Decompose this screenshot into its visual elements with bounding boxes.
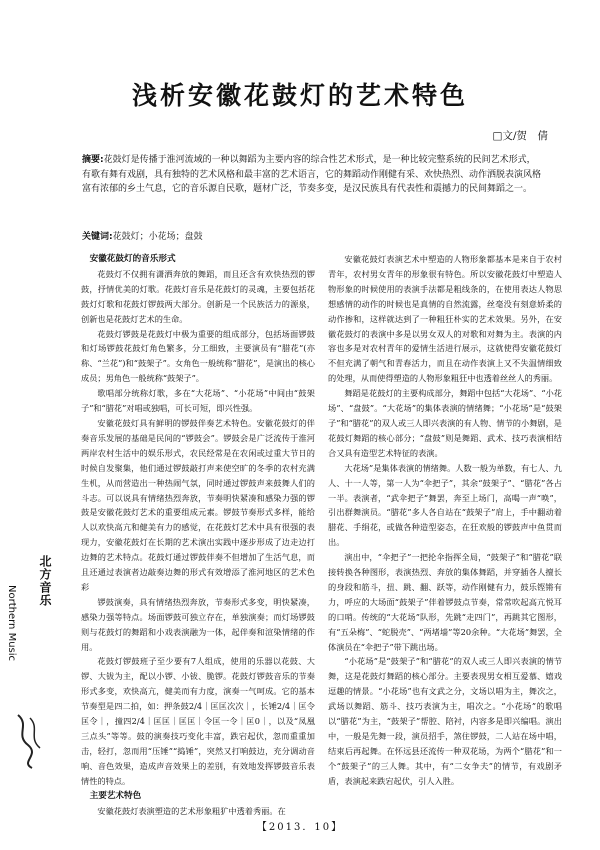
page-footer: 【2013．10】 bbox=[256, 822, 344, 833]
abstract bbox=[82, 153, 544, 197]
paragraph: “小花场”是“鼓架子”和“腊花”的双人或三人即兴表演的情节舞，这是花鼓灯舞蹈的核心部分。主要表现男女相互爱慕、嬉戏逗趣的情景。“小花场”也有文武之分，文场以唱为主，舞次之，武场以舞蹈、筋斗、技巧表演为主，唱次之。“小花场”的歌唱以“腊花”为主，“鼓架子”帮腔、陪衬，内容多是即兴编唱。演出中，一般是先舞一段，演员招手，煞住锣鼓，二人站在场中唱，结束后再起舞。在怀远县还流传一种双花场，为两个“腊花”和一个“鼓架子”的三人舞。其中，有“二女争夫”的情节，有戏剧矛盾，表演起来跌宕起伏，引人入胜。 bbox=[328, 656, 562, 786]
music-ornament-icon bbox=[10, 710, 50, 770]
article-title: 浅析安徽花鼓灯的艺术特色 bbox=[131, 81, 468, 110]
keywords-label: 关键词: bbox=[82, 232, 113, 242]
author-line: □文/贺 倩 bbox=[492, 130, 548, 142]
keywords bbox=[82, 229, 542, 242]
paragraph: 舞蹈是花鼓灯的主要构成部分，舞蹈中包括“大花场”、“小花场”、“盘鼓”。“大花场”的集体表演的情绪舞；“小花场”是“鼓架子”和“腊花”的双人或三人即兴表演的有人物、情节的小舞剧，是花鼓灯舞蹈的核心部分；“盘鼓”则是舞蹈、武术、技巧表演相结合又具有造型艺术特征的表演。 bbox=[328, 388, 562, 458]
paragraph: 演出中，“伞把子”一把抡伞指挥全局，“鼓架子”和“腊花”联接转换各种图形，表演热烈、奔放的集体舞蹈，并穿插各人擅长的身段和筋斗，扭、跳、翻、跃等，动作刚健有力，鼓乐铿锵有力，呼应的大场面“鼓架子”伴着锣鼓点节奏，常常吹起高亢悦耳的口哨。传统的“大花场”队形，先跳“走四门”，再跳其它图形，有“五朵梅”、“蛇脱壳”、“两堵墙”等20余种。“大花场”舞罢，全体演员在“伞把子”带下跳出场。 bbox=[328, 552, 562, 652]
paragraph: 花鼓灯不仅拥有潇洒奔放的舞蹈，而且还含有欢快热烈的锣鼓，抒情优美的灯歌。花鼓灯音乐是花鼓灯的灵魂，主要包括花鼓灯灯歌和花鼓灯锣鼓两大部分。创新是一个民族活力的源泉，创新也是花鼓灯艺术的生命。 bbox=[81, 268, 315, 324]
right-column bbox=[328, 252, 562, 789]
section-heading: 主要艺术特色 bbox=[89, 790, 142, 801]
sidebar-subtitle: Northern Music bbox=[6, 585, 17, 662]
paragraph: 安徽花鼓灯表演塑造的艺术形象粗犷中透着秀丽。在 bbox=[97, 805, 286, 816]
paragraph: 安徽花鼓灯具有鲜明的锣鼓伴奏艺术特色。安徽花鼓灯的伴奏音乐发展的基础是民间的“锣鼓会”。锣鼓会是广泛流传于淮河两岸农村生活中的娱乐形式，农民经常是在农闲或过重大节日的时候自发聚集，他们通过锣鼓敲打声来使空旷的冬季的农村充满生机，从而营造出一种热闹气氛，同时通过锣鼓声来鼓舞人们的斗志。可以说具有情绪热烈奔放，节奏明快紧凑和感染力强的锣鼓是安徽花鼓灯艺术的重要组成元素。锣鼓节奏形式多样，能给人以欢快高亢和健美有力的感觉，在花鼓灯艺术中具有很强的表现力，安徽花鼓灯在长期的艺术演出实践中逐步形成了边走边打边舞的艺术特点。花鼓灯通过锣鼓伴奏不但增加了生活气息，而且还通过表演者边敲奏边舞的形式有效增添了淮河地区的艺术色彩 bbox=[81, 417, 315, 592]
paragraph: 锣鼓演奏，具有情绪热烈奔放，节奏形式多变，明快紧凑，感染力强等特点。场面锣鼓可独立存在，单独演奏；而灯场锣鼓则与花鼓灯的舞蹈和小戏表演融为一体，起伴奏和渲染情绪的作用。 bbox=[81, 596, 315, 652]
paragraph: 花鼓灯锣鼓班子至少要有7人组成，使用的乐器以花鼓、大锣、大钹为主，配以小锣、小钹、脆锣。花鼓灯锣鼓音乐的节奏形式多变，欢快高亢，健美而有力度，演奏一气呵成。它的基本节奏型是四二拍，如：押条鼓2/4｜匡匡次次｜，长锤2/4｜匡令匡令｜，撞四2/4｜匡匡｜匡匡｜令匡一令｜匡0｜，以及“凤凰三点头”等等。鼓的演奏技巧变化丰富，跌宕起伏，忽而重重加击，轻打，忽而用“压锤”“捣锤”，突然又打响鼓边，充分调动音响、音色效果，造成声音效果上的差别，有效地发挥锣鼓音乐表情性的特点。 bbox=[81, 656, 315, 786]
keywords-text: 花鼓灯；小花场；盘鼓 bbox=[112, 232, 203, 242]
section-heading: 安徽花鼓灯的音乐形式 bbox=[89, 254, 176, 264]
paragraph: 歌唱部分统称灯歌，多在“大花场”、“小花场”中间由“鼓架子”和“腊花”对唱或独唱，可长可短，即兴性强。 bbox=[81, 388, 315, 414]
abstract-text: 花鼓灯是传播于淮河流域的一种以舞蹈为主要内容的综合性艺术形式，是一种比较完整系统的民间艺术形式，有歌有舞有戏剧，具有独特的艺术风格和最丰富的艺术语言，它的舞蹈动作刚健有采、欢快热烈、动作洒脱表演风格富有浓郁的乡土气息，它的音乐源自民歌，题材广泛，节奏多变，是汉民族具有代表性和震撼力的民间舞蹈之一。 bbox=[82, 155, 542, 195]
paragraph: 大花场”是集体表演的情绪舞。人数一般为单数，有七人、九人、十一人等，第一人为“伞把子”，其余“鼓架子”、“腊花”各占一半。表演者，“武伞把子”舞罢，奔至上场门，高喝一声“唤”，引出群舞演员。“腊花”多人各自站在“鼓架子”肩上，手中翻动着腊花、手绢花，或做各种造型姿态，在狂欢般的锣鼓声中鱼贯而出。 bbox=[328, 462, 562, 548]
sidebar-title: 北方音乐 bbox=[38, 555, 52, 607]
paragraph: 花鼓灯锣鼓是花鼓灯中极为重要的组成部分，包括场面锣鼓和灯场锣鼓花鼓灯角色繁多，分工细致，主要演员有“腊花”(亦称、“兰花”)和“鼓架子”。女角色一般统称“腊花”，是演出的核心成员；男角色一般统称“鼓架子”。 bbox=[81, 328, 315, 384]
abstract-label: 摘要: bbox=[82, 155, 104, 165]
paragraph: 安徽花鼓灯表演艺术中塑造的人物形象都基本是来自于农村青年，农村男女青年的形象很有特色。所以安徽花鼓灯中塑造人物形象的时候使用的表演手法都是粗线条的，在使用表达人物思想感情的动作的时候也是真情的自然流露，丝毫没有刻意娇柔的动作掺和，这样就达到了一种粗狂朴实的艺术效果。另外，在安徽花鼓灯的表演中多是以男女双人的对歌和对舞为主。表演的内容也多是对农村青年的爱情生活进行展示，这就使得安徽花鼓灯不但充满了朝气和青春活力，而且在动作表演上又不失温情细致的处理，从而使得塑造的人物形象粗狂中也透着丝丝人的秀丽。 bbox=[328, 254, 562, 384]
left-column bbox=[81, 252, 315, 818]
